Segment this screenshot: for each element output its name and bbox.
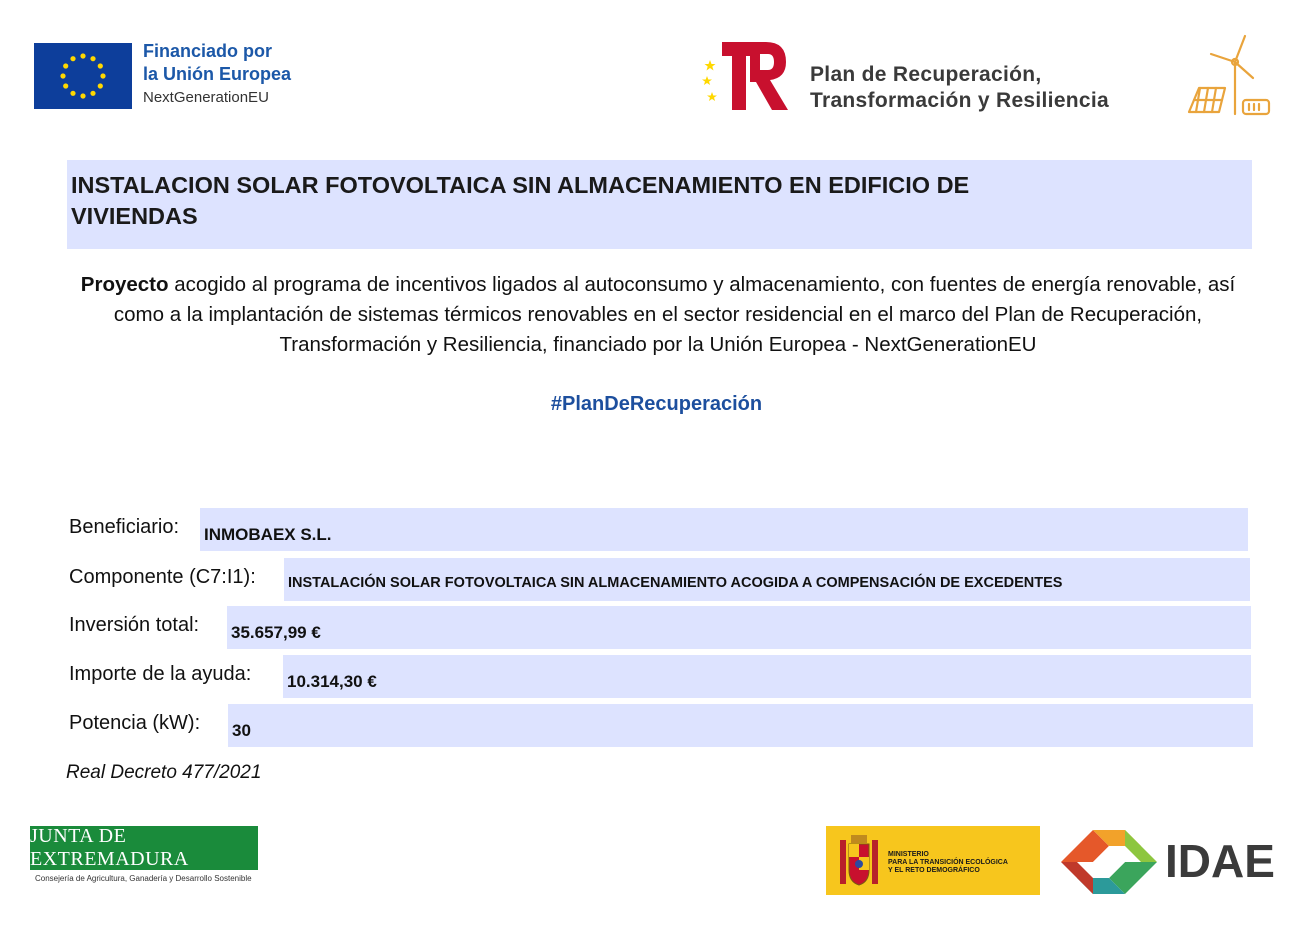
prtr-line-2: Transformación y Resiliencia <box>810 89 1110 112</box>
ministerio-line-1: MINISTERIO <box>888 851 929 858</box>
idae-wordmark: IDAE <box>1165 835 1275 887</box>
project-title-line-1: INSTALACION SOLAR FOTOVOLTAICA SIN ALMACENAMIENTO EN EDIFICIO DE <box>71 172 970 198</box>
field-importe <box>67 655 1253 698</box>
prtr-logo-icon <box>700 38 792 114</box>
eu-line-1: Financiado por <box>143 41 273 61</box>
junta-subtitle: Consejería de Agricultura, Ganadería y Desarrollo Sostenible <box>35 874 252 883</box>
prtr-line-1: Plan de Recuperación, <box>810 63 1042 86</box>
field-value-box <box>227 606 1251 649</box>
field-value: 10.314,30 € <box>287 672 377 691</box>
field-label: Componente (C7:I1): <box>69 566 256 588</box>
ministerio-line-2: PARA LA TRANSICIÓN ECOLÓGICA <box>888 859 1008 866</box>
prtr-label <box>810 62 1109 114</box>
field-componente <box>67 558 1253 601</box>
eu-flag-icon <box>34 43 132 109</box>
junta-extremadura-logo <box>30 826 258 870</box>
project-title-line-2: VIVIENDAS <box>71 203 198 229</box>
project-title-band <box>67 160 1252 249</box>
eu-funding-label <box>143 40 291 109</box>
field-label: Inversión total: <box>69 614 200 636</box>
field-label: Potencia (kW): <box>69 712 201 734</box>
field-inversion <box>67 606 1253 649</box>
field-label: Importe de la ayuda: <box>69 663 252 685</box>
spain-coat-of-arms-icon <box>836 832 882 889</box>
ministerio-text <box>888 851 1008 875</box>
decree-reference: Real Decreto 477/2021 <box>66 762 262 783</box>
eu-line-3: NextGenerationEU <box>143 89 269 106</box>
field-potencia <box>67 704 1253 747</box>
field-value-box <box>283 655 1251 698</box>
idae-logo-icon <box>1059 824 1159 899</box>
field-value-box <box>284 558 1250 601</box>
field-value-box <box>200 508 1248 551</box>
ministerio-logo <box>826 826 1040 895</box>
field-value-box <box>228 704 1253 747</box>
field-value: INMOBAEX S.L. <box>204 525 332 544</box>
field-label: Beneficiario: <box>69 516 180 538</box>
junta-name: JUNTA DE EXTREMADURA <box>30 825 189 870</box>
field-value: INSTALACIÓN SOLAR FOTOVOLTAICA SIN ALMACENAMIENTO ACOGIDA A COMPENSACIÓN DE EXCEDENTES <box>288 575 1063 591</box>
field-value: 30 <box>232 721 251 740</box>
hashtag: #PlanDeRecuperación <box>550 393 763 415</box>
description-strong: Proyecto <box>80 273 169 296</box>
ministerio-line-3: Y EL RETO DEMOGRÁFICO <box>888 867 980 874</box>
project-description <box>58 270 1258 360</box>
field-beneficiario <box>67 508 1253 551</box>
field-value: 35.657,99 € <box>231 623 321 642</box>
solar-wind-icon <box>1183 32 1273 120</box>
eu-line-2: la Unión Europea <box>143 64 292 84</box>
description-text: acogido al programa de incentivos ligados al autoconsumo y almacenamiento, con fuentes de energía renovable, así como a la implantación de sistemas térmicos renovables en el sector residencial en el marco del Plan de Recuperación, Transformación y Resiliencia, financiado por la Unión Europea - NextGenerationEU <box>113 273 1236 356</box>
